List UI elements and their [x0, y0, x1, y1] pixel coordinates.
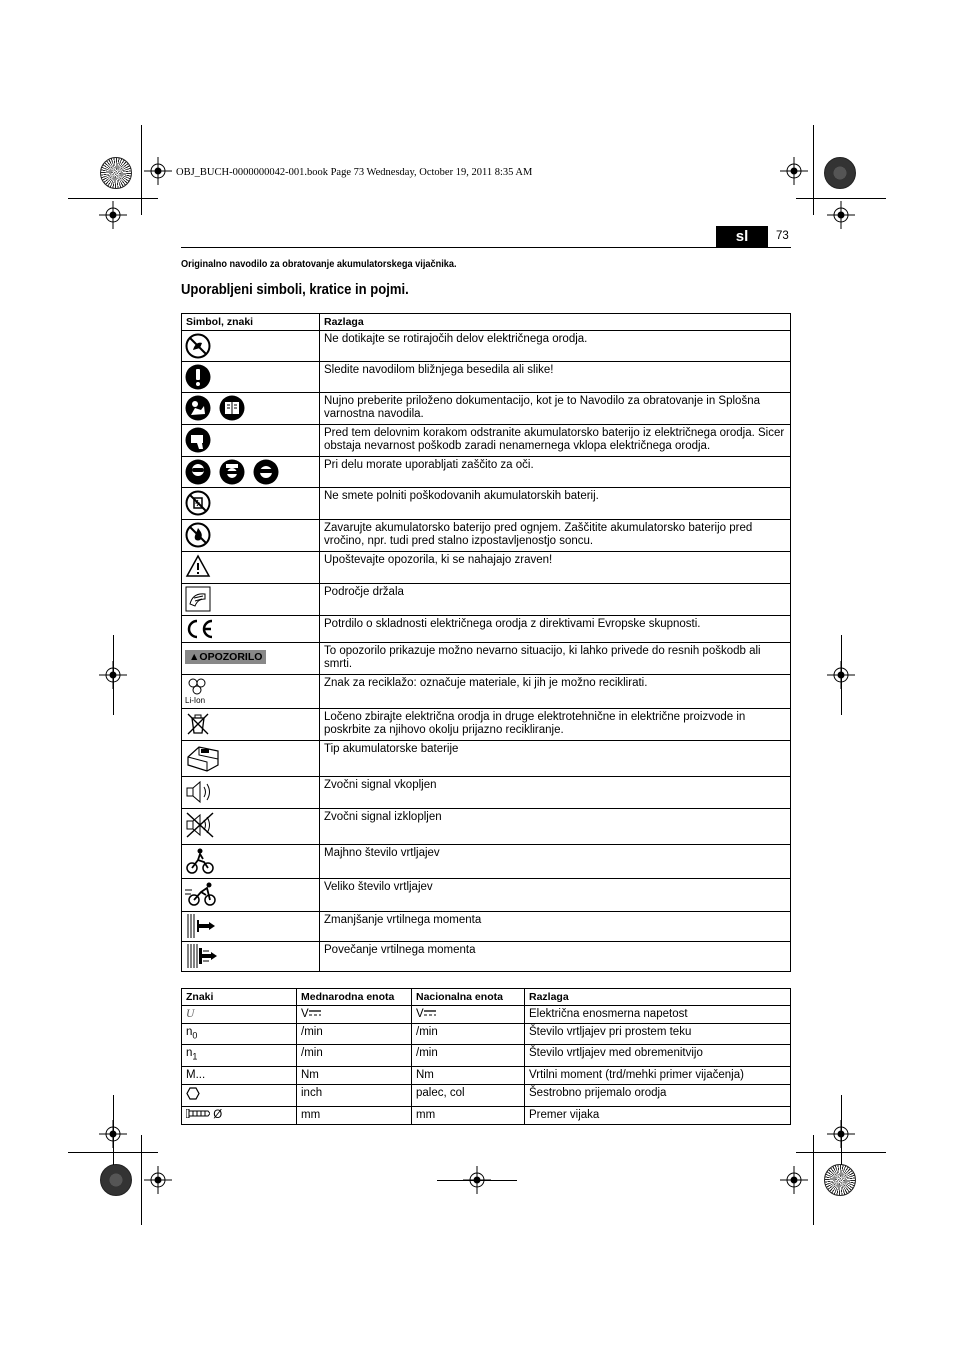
symbol-cell: [182, 425, 320, 457]
column-header: Znaki: [182, 989, 297, 1006]
table-row: [182, 552, 791, 584]
protect-battery-fire-icon: [185, 522, 211, 548]
unit-text: V: [301, 1008, 309, 1020]
symbol-cell: [182, 845, 320, 879]
table-row: [182, 425, 791, 457]
intl-unit-cell: /min: [297, 1024, 412, 1045]
sign-cell: [182, 1106, 297, 1124]
warning-label-icon: [185, 650, 266, 664]
description-cell: Tip akumulatorske baterije: [320, 741, 791, 777]
symbol-cell: [182, 912, 320, 942]
voltage-sign: U: [186, 1008, 195, 1020]
symbol-cell: [182, 520, 320, 552]
natl-unit-cell: mm: [412, 1106, 525, 1124]
eye-protection-icon: [185, 459, 211, 485]
warning-label-text: OPOZORILO: [199, 651, 263, 663]
description-cell: Majhno število vrtljajev: [320, 845, 791, 879]
color-rosette-icon: [824, 157, 856, 189]
diameter-sign: Ø: [213, 1108, 223, 1121]
warning-triangle-icon: [185, 554, 211, 578]
header-divider: [181, 247, 791, 248]
table-row: [182, 457, 791, 488]
table-row: [182, 331, 791, 362]
natl-unit-cell: palec, col: [412, 1084, 525, 1106]
sound-on-icon: [185, 779, 215, 805]
description-cell: Veliko število vrtljajev: [320, 879, 791, 912]
explanation-cell: Električna enosmerna napetost: [525, 1006, 791, 1024]
safety-goggles-icon: [253, 459, 279, 485]
symbol-cell: [182, 393, 320, 425]
symbol-cell: [182, 709, 320, 741]
description-cell: Upoštevajte opozorila, ki se nahajajo zraven!: [320, 552, 791, 584]
registration-mark-icon: [99, 201, 127, 229]
color-rosette-icon: [824, 1164, 856, 1196]
no-touch-rotating-icon: [185, 333, 211, 359]
section-title: Uporabljeni simboli, kratice in pojmi.: [181, 282, 409, 298]
description-cell: Potrdilo o skladnosti električnega orodja z direktivami Evropske skupnosti.: [320, 616, 791, 643]
symbol-cell: [182, 584, 320, 616]
grip-area-icon: [185, 586, 211, 612]
torque-decrease-icon: [185, 914, 217, 938]
natl-unit-cell: [412, 1006, 525, 1024]
description-cell: Ločeno zbirajte električna orodja in druge elektrotehnične in električne proizvode in poskrbite za njihovo okolju prijazno recikliranje.: [320, 709, 791, 741]
explanation-cell: Premer vijaka: [525, 1106, 791, 1124]
table-row: [182, 520, 791, 552]
table-row: [182, 1106, 791, 1124]
exclamation-icon: [185, 364, 211, 390]
natl-unit-cell: Nm: [412, 1066, 525, 1084]
intl-unit-cell: mm: [297, 1106, 412, 1124]
sign-cell: [182, 1024, 297, 1045]
sign-text: n: [186, 1026, 193, 1038]
sound-off-icon: [185, 811, 215, 839]
table-row: [182, 845, 791, 879]
column-header: Mednarodna enota: [297, 989, 412, 1006]
symbol-cell: [182, 777, 320, 809]
warning-sign-glyph: ▲: [189, 651, 200, 663]
symbol-cell: [182, 879, 320, 912]
table-row: [182, 675, 791, 709]
crossed-bin-icon: [185, 711, 211, 737]
table-row: [182, 709, 791, 741]
symbol-cell: [182, 942, 320, 972]
symbol-cell: [182, 741, 320, 777]
description-cell: Pri delu morate uporabljati zaščito za oči.: [320, 457, 791, 488]
sign-subscript: 1: [192, 1051, 198, 1062]
table-row: [182, 643, 791, 675]
symbol-cell: [182, 552, 320, 584]
table-row: [182, 1006, 791, 1024]
table-row: [182, 393, 791, 425]
table-row: [182, 616, 791, 643]
intl-unit-cell: inch: [297, 1084, 412, 1106]
description-cell: To opozorilo prikazuje možno nevarno situacijo, ki lahko privede do resnih poškodb ali smrti.: [320, 643, 791, 675]
symbol-cell: [182, 643, 320, 675]
screw-diameter-icon: [186, 1109, 210, 1118]
dc-symbol-icon: [309, 1009, 321, 1017]
symbol-cell: [182, 457, 320, 488]
table-row: [182, 1024, 791, 1045]
page-number: 73: [776, 230, 789, 242]
unit-text: V: [416, 1008, 424, 1020]
table-row: [182, 912, 791, 942]
read-manual-icon: [185, 395, 211, 421]
table-row: [182, 741, 791, 777]
fast-cyclist-icon: [185, 881, 217, 907]
description-cell: Znak za reciklažo: označuje materiale, ki jih je možno reciklirati.: [320, 675, 791, 709]
file-info-line: OBJ_BUCH-0000000042-001.book Page 73 Wednesday, October 19, 2011 8:35 AM: [176, 167, 533, 178]
description-cell: Področje držala: [320, 584, 791, 616]
face-shield-icon: [219, 459, 245, 485]
table-row: [182, 1045, 791, 1066]
column-header: Nacionalna enota: [412, 989, 525, 1006]
symbol-cell: [182, 616, 320, 643]
table-row: [182, 1084, 791, 1106]
table-row: [182, 942, 791, 972]
registration-mark-icon: [827, 201, 855, 229]
table-row: [182, 809, 791, 845]
symbol-cell: [182, 488, 320, 520]
ce-mark-icon: [185, 618, 215, 640]
symbols-table: [181, 313, 791, 972]
symbol-cell: [182, 809, 320, 845]
explanation-cell: Vrtilni moment (trd/mehki primer vijačenja): [525, 1066, 791, 1084]
intl-unit-cell: [297, 1006, 412, 1024]
sign-subscript: 0: [192, 1030, 198, 1041]
explanation-cell: Število vrtljajev med obremenitvijo: [525, 1045, 791, 1066]
description-cell: Pred tem delovnim korakom odstranite akumulatorsko baterijo iz električnega orodja. Sicer obstaja nevarnost poškodb zaradi nenamernega vklopa električnega orodja.: [320, 425, 791, 457]
natl-unit-cell: /min: [412, 1024, 525, 1045]
intl-unit-cell: /min: [297, 1045, 412, 1066]
units-table: [181, 988, 791, 1125]
no-charge-damaged-battery-icon: [185, 490, 211, 516]
description-cell: Sledite navodilom bližnjega besedila ali slike!: [320, 362, 791, 393]
description-cell: Zvočni signal vkopljen: [320, 777, 791, 809]
description-cell: Zmanjšanje vrtilnega momenta: [320, 912, 791, 942]
table-row: [182, 777, 791, 809]
sign-cell: [182, 1084, 297, 1106]
description-cell: Zvočni signal izklopljen: [320, 809, 791, 845]
document-title: Originalno navodilo za obratovanje akumulatorskega vijačnika.: [181, 259, 457, 270]
color-rosette-icon: [100, 157, 132, 189]
sign-cell: M...: [182, 1066, 297, 1084]
li-ion-label: Li-Ion: [185, 696, 206, 705]
table-row: [182, 488, 791, 520]
manual-book-icon: [219, 395, 245, 421]
column-header: Simbol, znaki: [182, 314, 320, 331]
table-row: [182, 879, 791, 912]
table-row: [182, 1066, 791, 1084]
hexagon-icon: [186, 1087, 200, 1100]
symbol-cell: [182, 675, 320, 709]
sign-cell: [182, 1006, 297, 1024]
intl-unit-cell: Nm: [297, 1066, 412, 1084]
description-cell: Zavarujte akumulatorsko baterijo pred ognjem. Zaščitite akumulatorsko baterijo pred vročino, npr. tudi pred stalno izpostavljenostjo soncu.: [320, 520, 791, 552]
registration-mark-icon: [144, 1166, 172, 1194]
language-badge: sl: [716, 226, 768, 247]
slow-cyclist-icon: [185, 847, 215, 875]
sign-text: n: [186, 1047, 193, 1060]
registration-mark-icon: [144, 157, 172, 185]
table-row: [182, 584, 791, 616]
registration-mark-icon: [780, 1166, 808, 1194]
column-header: Razlaga: [525, 989, 791, 1006]
table-row: [182, 362, 791, 393]
registration-mark-icon: [780, 157, 808, 185]
natl-unit-cell: /min: [412, 1045, 525, 1066]
table-header-row: [182, 314, 791, 331]
explanation-cell: Šestrobno prijemalo orodja: [525, 1084, 791, 1106]
remove-battery-icon: [185, 427, 211, 453]
torque-increase-icon: [185, 944, 219, 968]
symbol-cell: [182, 362, 320, 393]
symbol-cell: [182, 331, 320, 362]
explanation-cell: Število vrtljajev pri prostem teku: [525, 1024, 791, 1045]
battery-type-icon: [185, 743, 221, 773]
table-header-row: [182, 989, 791, 1006]
sign-cell: [182, 1045, 297, 1066]
description-cell: Ne dotikajte se rotirajočih delov električnega orodja.: [320, 331, 791, 362]
column-header: Razlaga: [320, 314, 791, 331]
color-rosette-icon: [100, 1164, 132, 1196]
description-cell: Ne smete polniti poškodovanih akumulatorskih baterij.: [320, 488, 791, 520]
description-cell: Povečanje vrtilnega momenta: [320, 942, 791, 972]
description-cell: Nujno preberite priloženo dokumentacijo, kot je to Navodilo za obratovanje in Splošna varnostna navodila.: [320, 393, 791, 425]
dc-symbol-icon: [424, 1009, 436, 1017]
